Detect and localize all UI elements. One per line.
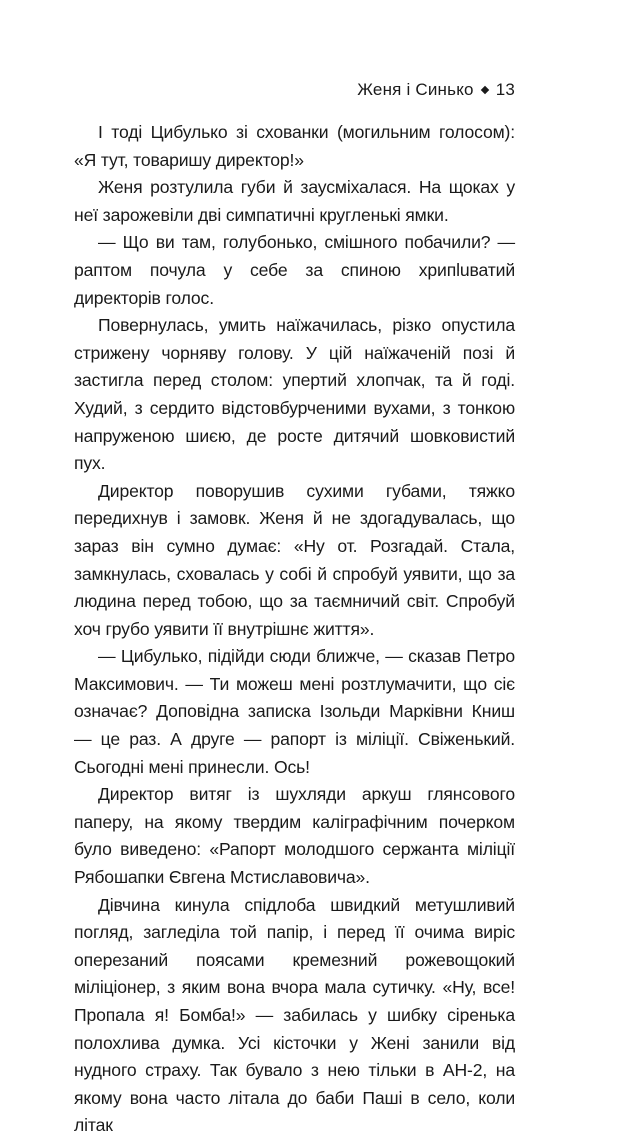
paragraph: І тоді Цибулько зі схованки (могильним голосом): «Я тут, товаришу директор!»	[74, 122, 515, 170]
paragraph: Повернулась, умить наїжачилась, різко опустила стрижену чорняву голову. У цій наїжаченій позі й застигла перед столом: упертий хлопчак, та й годі. Худий, з сердито відстовбурченими вухами, з тонкою напруженою шиєю, де росте дитячий шовковистий пух.	[74, 315, 515, 474]
paragraph: Директор поворушив сухими губами, тяжко передихнув і замовк. Женя й не здогадувалась, що зараз він сумно думає: «Ну от. Розгадай. Стала, замкнулась, сховалась у собі й спробуй уявити, що за людина перед тобою, що за таємничий світ. Спробуй хоч грубо уявити її внутрішнє життя».	[74, 480, 515, 639]
paragraph: Директор витяг із шухляди аркуш глянсового паперу, на якому твердим каліграфічним почерком було виведено: «Рапорт молодшого сержанта міліції Рябошапки Євгена Мстиславовича».	[74, 784, 515, 888]
page-number: 13	[495, 80, 515, 99]
paragraph: — Що ви там, голубонько, смішного побачили? — раптом почула у себе за спиною хрипluватий директорів голос.	[74, 232, 515, 308]
body-text	[74, 119, 515, 1140]
paragraph: — Цибулько, підійди сюди ближче, — сказав Петро Максимович. — Ти можеш мені розтлумачити, що сіє означає? Доповідна записка Ізольди Марківни Книш — це раз. А друге — рапорт із міліції. Свіженький. Сьогодні мені принесли. Ось!	[74, 646, 515, 777]
running-title: Женя і Синько	[357, 80, 474, 99]
paragraph: Дівчина кинула спідлоба швидкий метушливий погляд, загледіла той папір, і перед її очима виріс оперезаний поясами кремезний рожевощокий міліціонер, з яким вона вчора мала сутичку. «Ну, все! Пропала я! Бомба!» — забилась у шибку сіренька полохлива думка. Усі кісточки у Жені занили від нудного страху. Так бувало з нею тільки в АН-2, на якому вона часто літала до баби Паші в село, коли літак	[74, 894, 515, 1136]
diamond-separator-icon	[480, 86, 488, 94]
running-header	[357, 80, 515, 100]
paragraph: Женя розтулила губи й заусміхалася. На щоках у неї зарожевіли дві симпатичні кругленькі ямки.	[74, 177, 515, 225]
